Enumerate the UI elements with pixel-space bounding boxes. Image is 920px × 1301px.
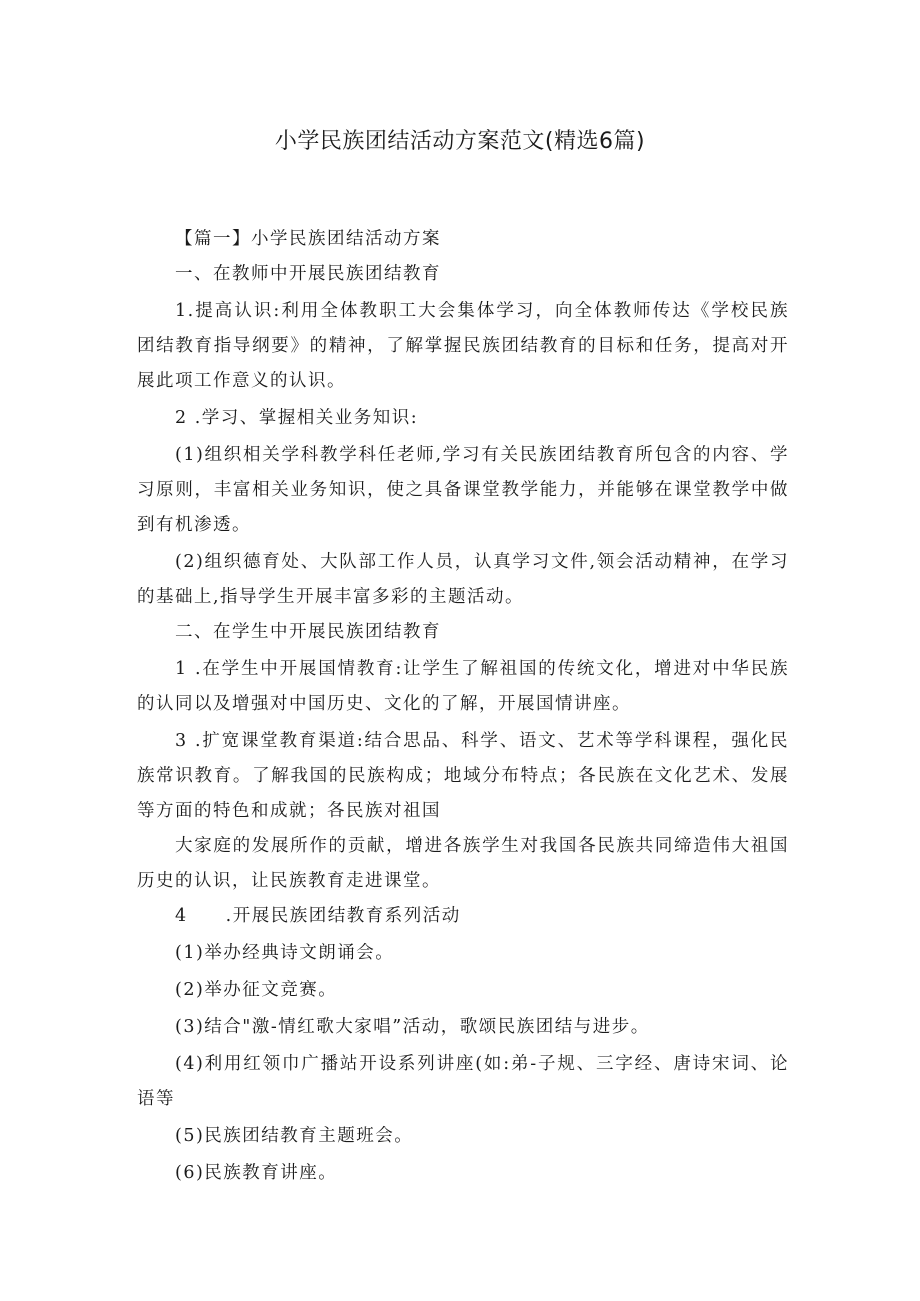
document-body bbox=[137, 222, 789, 1191]
paragraph: 大家庭的发展所作的贡献，增进各族学生对我国各民族共同缔造伟大祖国历史的认识，让民族教育走进课堂。 bbox=[137, 836, 789, 891]
section-heading-part-one: 【篇一】小学民族团结活动方案 bbox=[175, 229, 441, 249]
list-item: (4)利用红领巾广播站开设系列讲座(如:弟-子规、三字经、唐诗宋词、论语等 bbox=[137, 1054, 789, 1109]
list-item: (6)民族教育讲座。 bbox=[175, 1163, 338, 1183]
section-heading-teachers: 一、在教师中开展民族团结教育 bbox=[175, 264, 441, 284]
list-item: (3)结合"激-情红歌大家唱”活动，歌颂民族团结与进步。 bbox=[175, 1017, 650, 1037]
list-item: (5)民族团结教育主题班会。 bbox=[175, 1126, 414, 1146]
paragraph: (1)组织相关学科教学科任老师,学习有关民族团结教育所包含的内容、学习原则，丰富相关业务知识，使之具备课堂教学能力，并能够在课堂教学中做到有机渗透。 bbox=[137, 445, 789, 535]
paragraph: 1 .在学生中开展国情教育:让学生了解祖国的传统文化，增进对中华民族的认同以及增强对中国历史、文化的了解，开展国情讲座。 bbox=[137, 659, 789, 714]
paragraph: (2)组织德育处、大队部工作人员，认真学习文件,领会活动精神，在学习的基础上,指导学生开展丰富多彩的主题活动。 bbox=[137, 552, 789, 607]
paragraph: 3 .扩宽课堂教育渠道:结合思品、科学、语文、艺术等学科课程，强化民族常识教育。了解我国的民族构成；地域分布特点；各民族在文化艺术、发展等方面的特色和成就；各民族对祖国 bbox=[137, 731, 789, 821]
list-item: (1)举办经典诗文朗诵会。 bbox=[175, 943, 395, 963]
paragraph: 1.提高认识:利用全体教职工大会集体学习，向全体教师传达《学校民族团结教育指导纲要》的精神，了解掌握民族团结教育的目标和任务，提高对开展此项工作意义的认识。 bbox=[137, 301, 789, 391]
paragraph: 2 .学习、掌握相关业务知识: bbox=[175, 408, 419, 428]
section-heading-students: 二、在学生中开展民族团结教育 bbox=[175, 622, 441, 642]
paragraph: 4 .开展民族团结教育系列活动 bbox=[175, 906, 461, 926]
list-item: (2)举办征文竞赛。 bbox=[175, 980, 338, 1000]
document-title: 小学民族团结活动方案范文(精选6篇) bbox=[274, 129, 646, 154]
